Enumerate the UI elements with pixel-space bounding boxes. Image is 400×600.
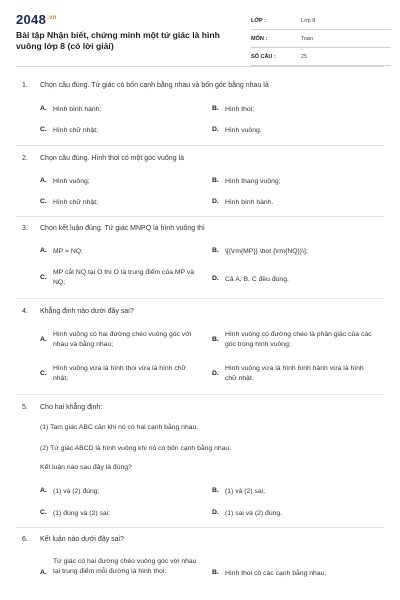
option-letter: A. <box>40 336 47 343</box>
option-letter: D. <box>212 126 219 133</box>
option-text: Cả A, B, C đều đúng. <box>225 276 289 283</box>
option-text: Hình vuông có đường chéo là phân giác của các góc trong hình vuông; <box>225 331 372 348</box>
worksheet-title: Bài tập Nhận biết, chứng minh một tứ giác là hình vuông lớp 8 (có lời giải) <box>16 30 220 51</box>
option-letter: D. <box>212 275 219 282</box>
site-logo[interactable] <box>16 12 57 27</box>
question-text: Cho hai khẳng định: <box>40 404 103 411</box>
option-text: MP = NQ; <box>53 248 83 255</box>
question-head <box>22 82 382 94</box>
question-text: Kết luận nào dưới đây sai? <box>40 536 124 543</box>
statement-prompt: Kết luận nào sau đây là đúng? <box>40 464 132 471</box>
option-letter: A. <box>40 487 47 494</box>
option-text: Tứ giác có hai đường chéo vuông góc với nhau tại trung điểm mỗi đường là hình thoi; <box>53 558 197 575</box>
statement-2: (2) Tứ giác ABCD là hình vuông khi nó có bốn cạnh bằng nhau. <box>40 445 232 452</box>
option-letter: C. <box>40 274 47 281</box>
option-letter: C. <box>40 198 47 205</box>
question-number: 4. <box>22 308 28 315</box>
option-letter: D. <box>212 509 219 516</box>
meta-row-count <box>251 50 391 66</box>
option-letter: B. <box>212 177 219 184</box>
header-divider <box>16 66 384 67</box>
option-letter: B. <box>212 247 219 254</box>
option-text: Hình bình hành. <box>225 199 274 206</box>
option-text: Hình chữ nhật; <box>53 199 98 206</box>
question-6 <box>22 536 382 548</box>
option-letter: D. <box>212 198 219 205</box>
meta-row-subject <box>251 32 391 48</box>
question-divider <box>16 216 384 217</box>
question-number: 3. <box>22 225 28 232</box>
option-text: Hình bình hành; <box>53 106 102 113</box>
question-3 <box>22 225 382 237</box>
question-2 <box>22 155 382 167</box>
option-letter: D. <box>212 370 219 377</box>
question-divider <box>16 527 384 528</box>
question-head <box>22 308 382 320</box>
question-4 <box>22 308 382 320</box>
option-letter: B. <box>212 487 219 494</box>
option-letter: C. <box>40 370 47 377</box>
question-1 <box>22 82 382 94</box>
question-text: Khẳng định nào dưới đây sai? <box>40 308 134 315</box>
option-letter: B. <box>212 336 219 343</box>
question-number: 6. <box>22 536 28 543</box>
question-text: Chọn câu đúng. Hình thoi có một góc vuông là <box>40 155 184 162</box>
question-divider <box>16 145 384 146</box>
question-text: Chọn câu đúng. Tứ giác có bốn cạnh bằng nhau và bốn góc bằng nhau là <box>40 82 269 89</box>
option-letter: C. <box>40 126 47 133</box>
option-letter: A. <box>40 247 47 254</box>
question-head <box>22 155 382 167</box>
question-head <box>22 404 382 416</box>
meta-value: Lớp 8 <box>301 18 316 24</box>
option-text: Hình vuông; <box>53 178 90 185</box>
question-number: 1. <box>22 82 28 89</box>
option-letter: A. <box>40 105 47 112</box>
option-text: (1) sai và (2) đúng. <box>225 510 283 517</box>
question-5 <box>22 404 382 416</box>
question-divider <box>16 298 384 299</box>
logo-text: 2048 <box>16 12 47 27</box>
meta-row-class <box>251 14 391 30</box>
question-text: Chọn kết luận đúng. Tứ giác MNPQ là hình vuông thì <box>40 225 205 232</box>
option-text: (1) và (2) sai; <box>225 488 266 495</box>
option-text: Hình vuông có hai đường chéo vuông góc với nhau và bằng nhau; <box>53 331 192 348</box>
worksheet-header <box>16 12 384 62</box>
option-letter: B. <box>212 569 219 576</box>
logo-suffix: .vn <box>47 14 57 21</box>
meta-value: Toán <box>301 36 313 42</box>
meta-value: 25 <box>301 54 308 60</box>
option-letter: A. <box>40 177 47 184</box>
option-text: (1) đúng và (2) sai; <box>53 510 111 517</box>
option-text: Hình vuông vừa là hình thoi vừa là hình chữ nhật; <box>53 365 187 382</box>
worksheet-meta <box>251 14 391 68</box>
option-text: Hình thoi có các cạnh bằng nhau; <box>225 570 327 577</box>
option-text: (1) và (2) đúng; <box>53 488 100 495</box>
question-head <box>22 536 382 548</box>
question-head <box>22 225 382 237</box>
option-text: Hình vuông vừa là hình bình hành vừa là hình chữ nhật. <box>225 365 364 382</box>
option-text: Hình chữ nhật; <box>53 127 98 134</box>
option-text: MP cắt NQ tại O thì O là trung điểm của MP và NQ; <box>53 269 195 286</box>
option-text: Hình thang vuông; <box>225 178 281 185</box>
option-text: \[{\rm{MP}} \bot {\rm{NQ}}\]; <box>225 248 308 255</box>
question-number: 5. <box>22 404 28 411</box>
option-text: Hình vuông. <box>225 127 262 134</box>
meta-label: MÔN : <box>251 36 268 42</box>
meta-label: SỐ CÂU : <box>251 54 276 60</box>
option-text: Hình thoi; <box>225 106 255 113</box>
option-letter: A. <box>40 569 47 576</box>
meta-label: LỚP : <box>251 18 266 24</box>
question-divider <box>16 394 384 395</box>
option-letter: B. <box>212 105 219 112</box>
statement-1: (1) Tam giác ABC cân khi nó có hai cạnh bằng nhau. <box>40 424 199 431</box>
question-number: 2. <box>22 155 28 162</box>
option-letter: C. <box>40 509 47 516</box>
